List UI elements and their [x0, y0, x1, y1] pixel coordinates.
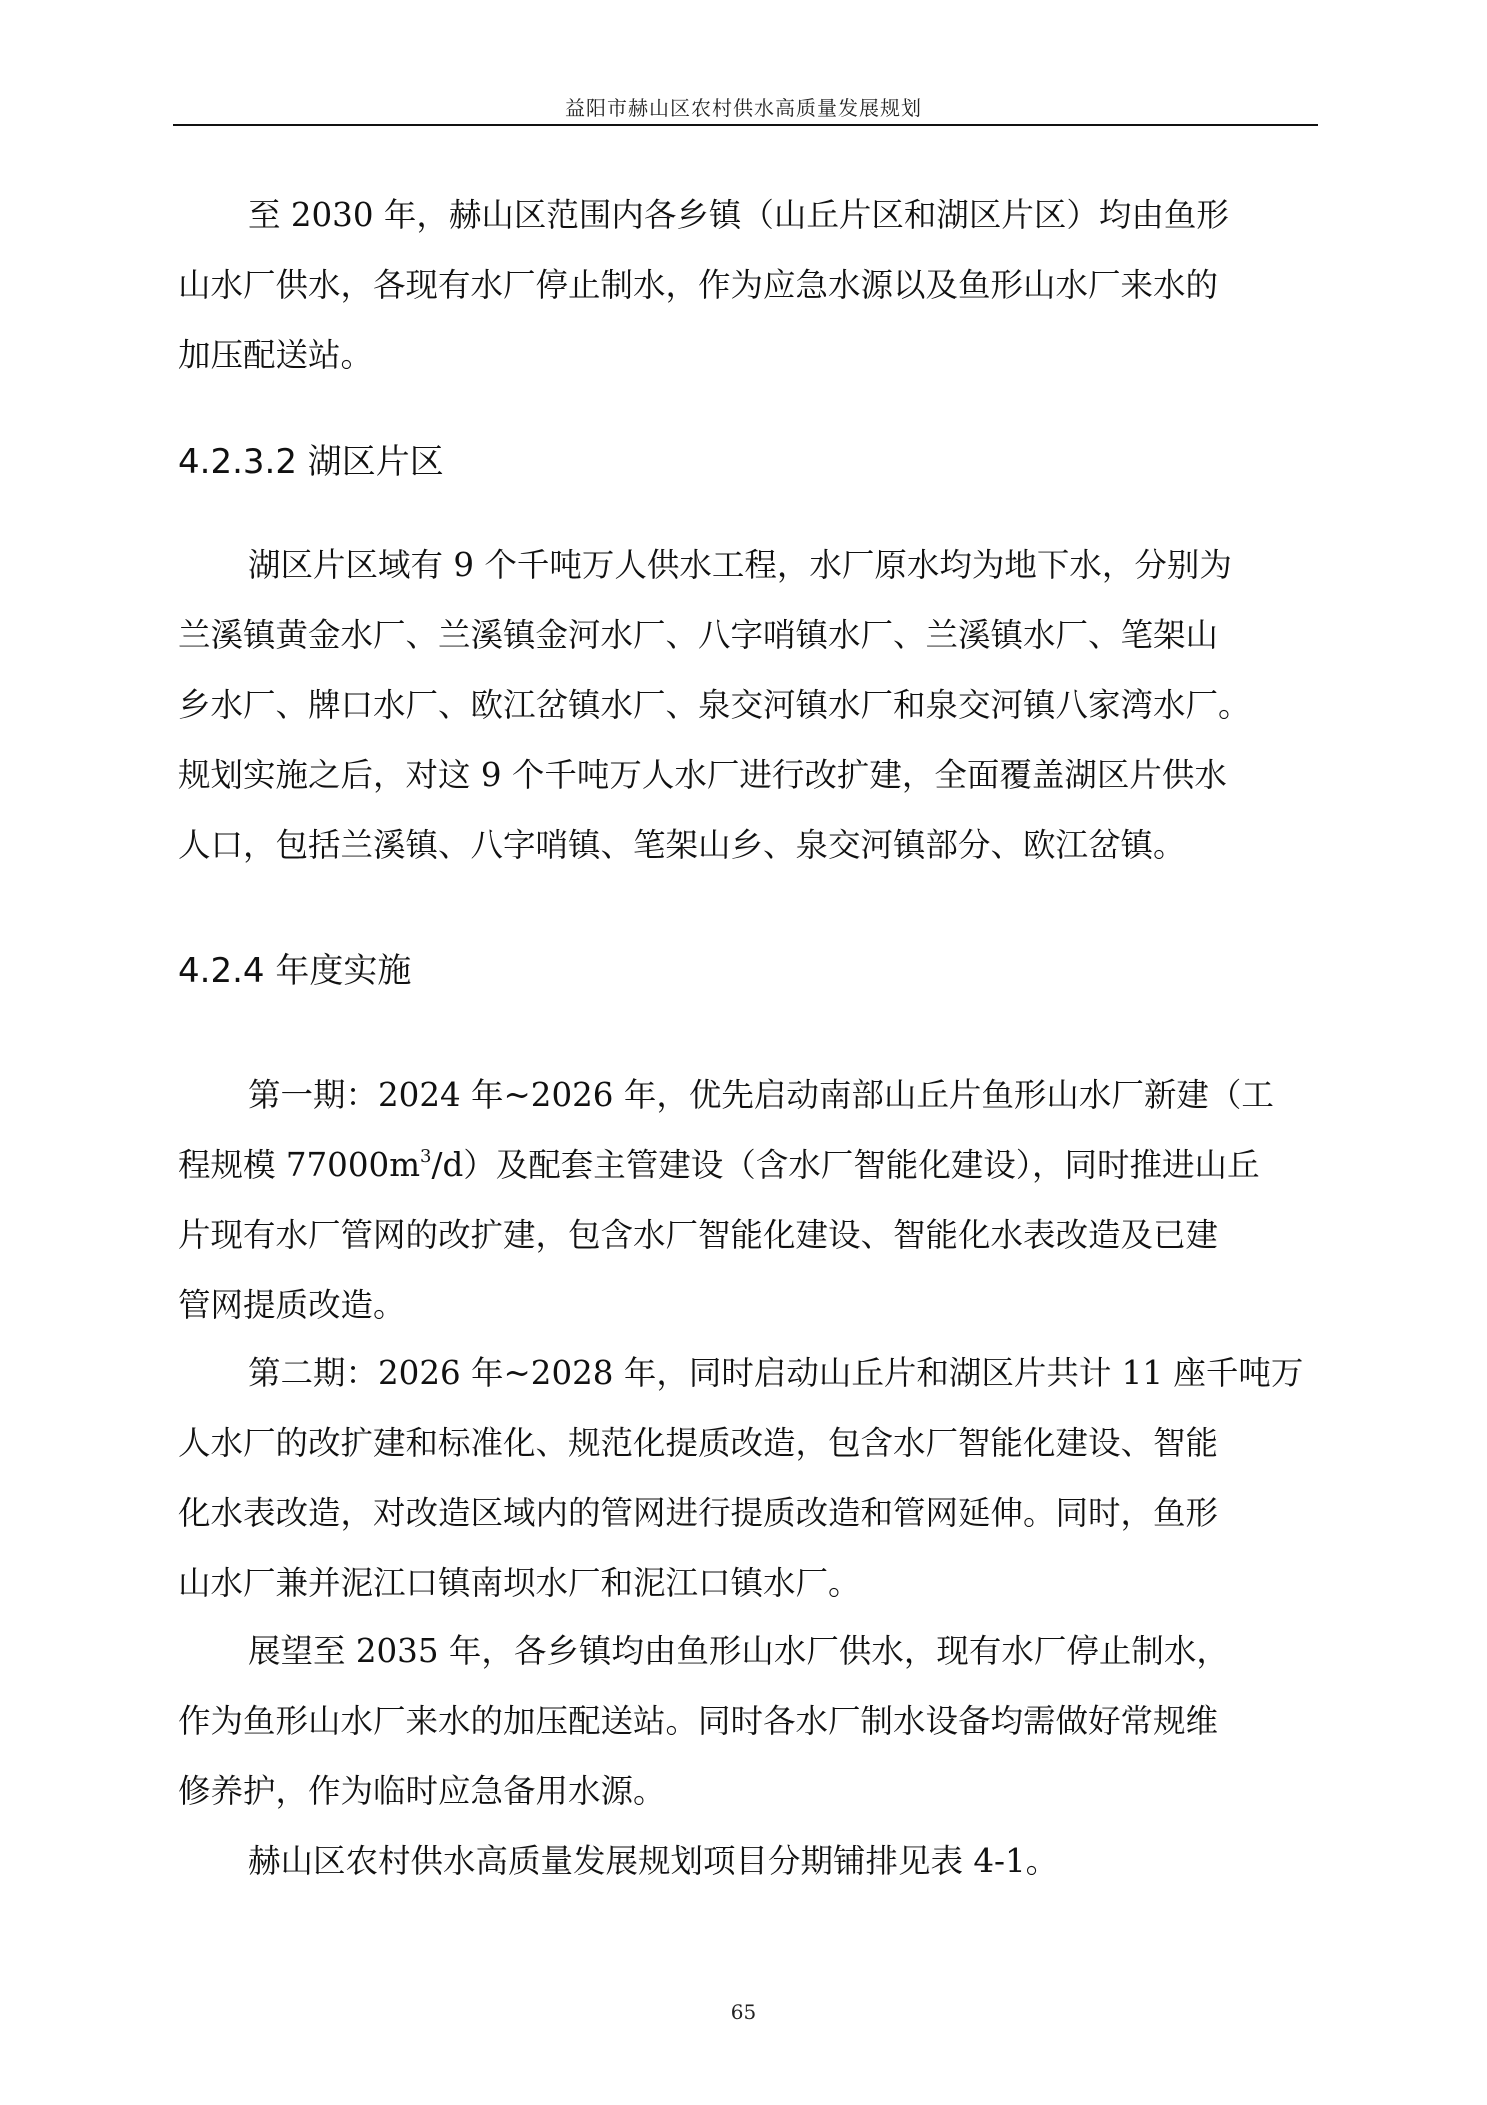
paragraph-phase-one	[178, 1060, 1313, 1340]
text-line: 湖区片区域有 9 个千吨万人供水工程，水厂原水均为地下水，分别为	[248, 546, 1232, 584]
text-line: 展望至 2035 年，各乡镇均由鱼形山水厂供水，现有水厂停止制水，	[248, 1632, 1229, 1670]
text-line: 乡水厂、牌口水厂、欧江岔镇水厂、泉交河镇水厂和泉交河镇八家湾水厂。	[178, 686, 1251, 724]
section-heading-4-2-4: 4.2.4 年度实施	[178, 951, 412, 991]
text-line: 片现有水厂管网的改扩建，包含水厂智能化建设、智能化水表改造及已建	[178, 1216, 1219, 1254]
text-line: 第一期：2024 年~2026 年，优先启动南部山丘片鱼形山水厂新建（工	[248, 1076, 1274, 1114]
text-line: 至 2030 年，赫山区范围内各乡镇（山丘片区和湖区片区）均由鱼形	[248, 196, 1229, 234]
paragraph-outlook-2035	[178, 1616, 1313, 1826]
text-line: 山水厂供水，各现有水厂停止制水，作为应急水源以及鱼形山水厂来水的	[178, 266, 1219, 304]
text-line: 化水表改造，对改造区域内的管网进行提质改造和管网延伸。同时，鱼形	[178, 1494, 1219, 1532]
paragraph-table-reference	[178, 1826, 1313, 1896]
paragraph-phase-two	[178, 1338, 1313, 1618]
paragraph-lake-area	[178, 530, 1313, 880]
header-divider	[173, 124, 1318, 126]
text-line: 加压配送站。	[178, 336, 374, 374]
text-line: 山水厂兼并泥江口镇南坝水厂和泥江口镇水厂。	[178, 1564, 861, 1602]
page-number: 65	[730, 2000, 757, 2024]
paragraph-2030-plan	[178, 180, 1313, 390]
superscript: 3	[420, 1146, 432, 1167]
text-line: 人水厂的改扩建和标准化、规范化提质改造，包含水厂智能化建设、智能	[178, 1424, 1219, 1462]
text-line: 第二期：2026 年~2028 年，同时启动山丘片和湖区片共计 11 座千吨万	[248, 1354, 1304, 1392]
text-line: 兰溪镇黄金水厂、兰溪镇金河水厂、八字哨镇水厂、兰溪镇水厂、笔架山	[178, 616, 1219, 654]
text-line: 规划实施之后，对这 9 个千吨万人水厂进行改扩建，全面覆盖湖区片供水	[178, 756, 1227, 794]
text-line: 管网提质改造。	[178, 1286, 406, 1324]
text-line: 修养护，作为临时应急备用水源。	[178, 1772, 666, 1810]
text-line: 赫山区农村供水高质量发展规划项目分期铺排见表 4-1。	[248, 1842, 1059, 1880]
header-title: 益阳市赫山区农村供水高质量发展规划	[565, 96, 922, 120]
text-line: 程规模 $77000m^3/d$）及配套主管建设（含水厂智能化建设），同时推进山丘	[178, 1146, 1260, 1184]
section-heading-4-2-3-2: 4.2.3.2 湖区片区	[178, 442, 444, 482]
text-line: 人口，包括兰溪镇、八字哨镇、笔架山乡、泉交河镇部分、欧江岔镇。	[178, 826, 1186, 864]
text-line: 作为鱼形山水厂来水的加压配送站。同时各水厂制水设备均需做好常规维	[178, 1702, 1219, 1740]
